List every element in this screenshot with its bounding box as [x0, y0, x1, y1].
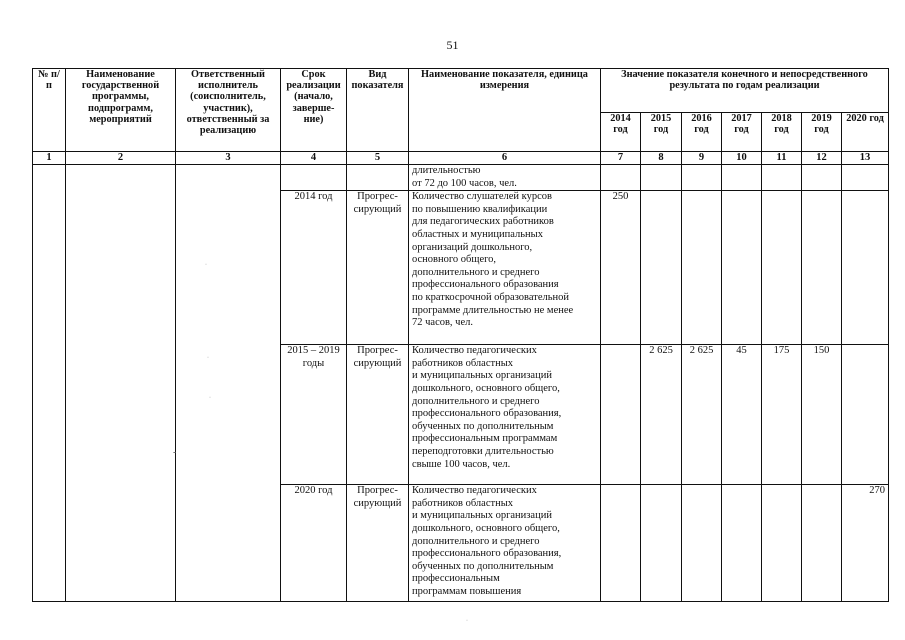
cell-value [722, 165, 762, 191]
cell-value [601, 345, 641, 485]
cell-value [842, 191, 889, 345]
column-number: 3 [176, 152, 281, 165]
table-row [33, 165, 889, 191]
indicators-table [32, 68, 889, 602]
header-no: № п/п [33, 69, 66, 152]
column-number: 9 [682, 152, 722, 165]
cell-indicator: длительностью от 72 до 100 часов, чел. [409, 165, 601, 191]
header-program: Наименование государственной программы, подпрограмм, мероприятий [66, 69, 176, 152]
cell-value: 175 [762, 345, 802, 485]
column-number: 8 [641, 152, 682, 165]
column-number: 13 [842, 152, 889, 165]
header-type: Вид показателя [347, 69, 409, 152]
cell-executor [176, 165, 281, 602]
cell-indicator: Количество слушателей курсов по повышению квалификации для педагогических работников областных и муниципальных организаций дошкольного, основного общего, дополнительного и среднего профессионального образования по краткосрочной образовательной программе длительностью не менее 72 часов, чел. [409, 191, 601, 345]
header-value-group: Значение показателя конечного и непосредственного результата по годам реализации [601, 69, 889, 113]
cell-type [347, 165, 409, 191]
cell-value [802, 191, 842, 345]
scan-speck: · [207, 355, 209, 361]
header-indicator: Наименование показателя, единица измерения [409, 69, 601, 152]
cell-value [601, 485, 641, 602]
cell-value [641, 191, 682, 345]
cell-value [842, 165, 889, 191]
cell-value [722, 191, 762, 345]
cell-term: 2020 год [281, 485, 347, 602]
header-year: 2014 год [601, 113, 641, 152]
header-year: 2020 год [842, 113, 889, 152]
column-number: 11 [762, 152, 802, 165]
cell-type: Прогрес- сирующий [347, 485, 409, 602]
cell-value [802, 165, 842, 191]
cell-value [601, 165, 641, 191]
column-number: 7 [601, 152, 641, 165]
cell-value [682, 485, 722, 602]
scan-mark: - [173, 447, 177, 458]
header-term: Срок реализации (начало, заверше-ние) [281, 69, 347, 152]
scan-speck: · [209, 395, 211, 401]
cell-type: Прогрес- сирующий [347, 191, 409, 345]
cell-value [682, 191, 722, 345]
header-year: 2018 год [762, 113, 802, 152]
column-number: 12 [802, 152, 842, 165]
cell-value: 45 [722, 345, 762, 485]
cell-value: 150 [802, 345, 842, 485]
cell-no [33, 165, 66, 602]
cell-value [802, 485, 842, 602]
cell-value [682, 165, 722, 191]
cell-value [722, 485, 762, 602]
cell-value [842, 345, 889, 485]
column-number: 10 [722, 152, 762, 165]
header-year: 2015 год [641, 113, 682, 152]
cell-indicator: Количество педагогических работников областных и муниципальных организаций дошкольного, основного общего, дополнительного и среднего профессионального образования, обученных по дополнительным профессиональным программам переподготовки длительностью свыше 100 часов, чел. [409, 345, 601, 485]
column-number: 4 [281, 152, 347, 165]
scan-speck: · [466, 618, 468, 624]
header-year: 2017 год [722, 113, 762, 152]
header-year: 2019 год [802, 113, 842, 152]
cell-value: 270 [842, 485, 889, 602]
cell-term: 2015 – 2019 годы [281, 345, 347, 485]
cell-term [281, 165, 347, 191]
column-number: 6 [409, 152, 601, 165]
header-executor: Ответственный исполнитель (соисполнитель, участник), ответственный за реализацию [176, 69, 281, 152]
cell-value [641, 165, 682, 191]
cell-value [641, 485, 682, 602]
cell-value [762, 191, 802, 345]
column-number: 1 [33, 152, 66, 165]
cell-value [762, 485, 802, 602]
column-number: 2 [66, 152, 176, 165]
page-number: 51 [446, 38, 459, 52]
header-year: 2016 год [682, 113, 722, 152]
scan-speck: · [205, 262, 207, 268]
cell-value: 2 625 [641, 345, 682, 485]
column-number: 5 [347, 152, 409, 165]
cell-value [762, 165, 802, 191]
cell-indicator: Количество педагогических работников областных и муниципальных организаций дошкольного, основного общего, дополнительного и среднего профессионального образования, обученных по дополнительным профессиональным программам повышения [409, 485, 601, 602]
cell-program [66, 165, 176, 602]
cell-value: 2 625 [682, 345, 722, 485]
cell-type: Прогрес- сирующий [347, 345, 409, 485]
cell-value: 250 [601, 191, 641, 345]
column-numbers-row [33, 152, 889, 165]
cell-term: 2014 год [281, 191, 347, 345]
